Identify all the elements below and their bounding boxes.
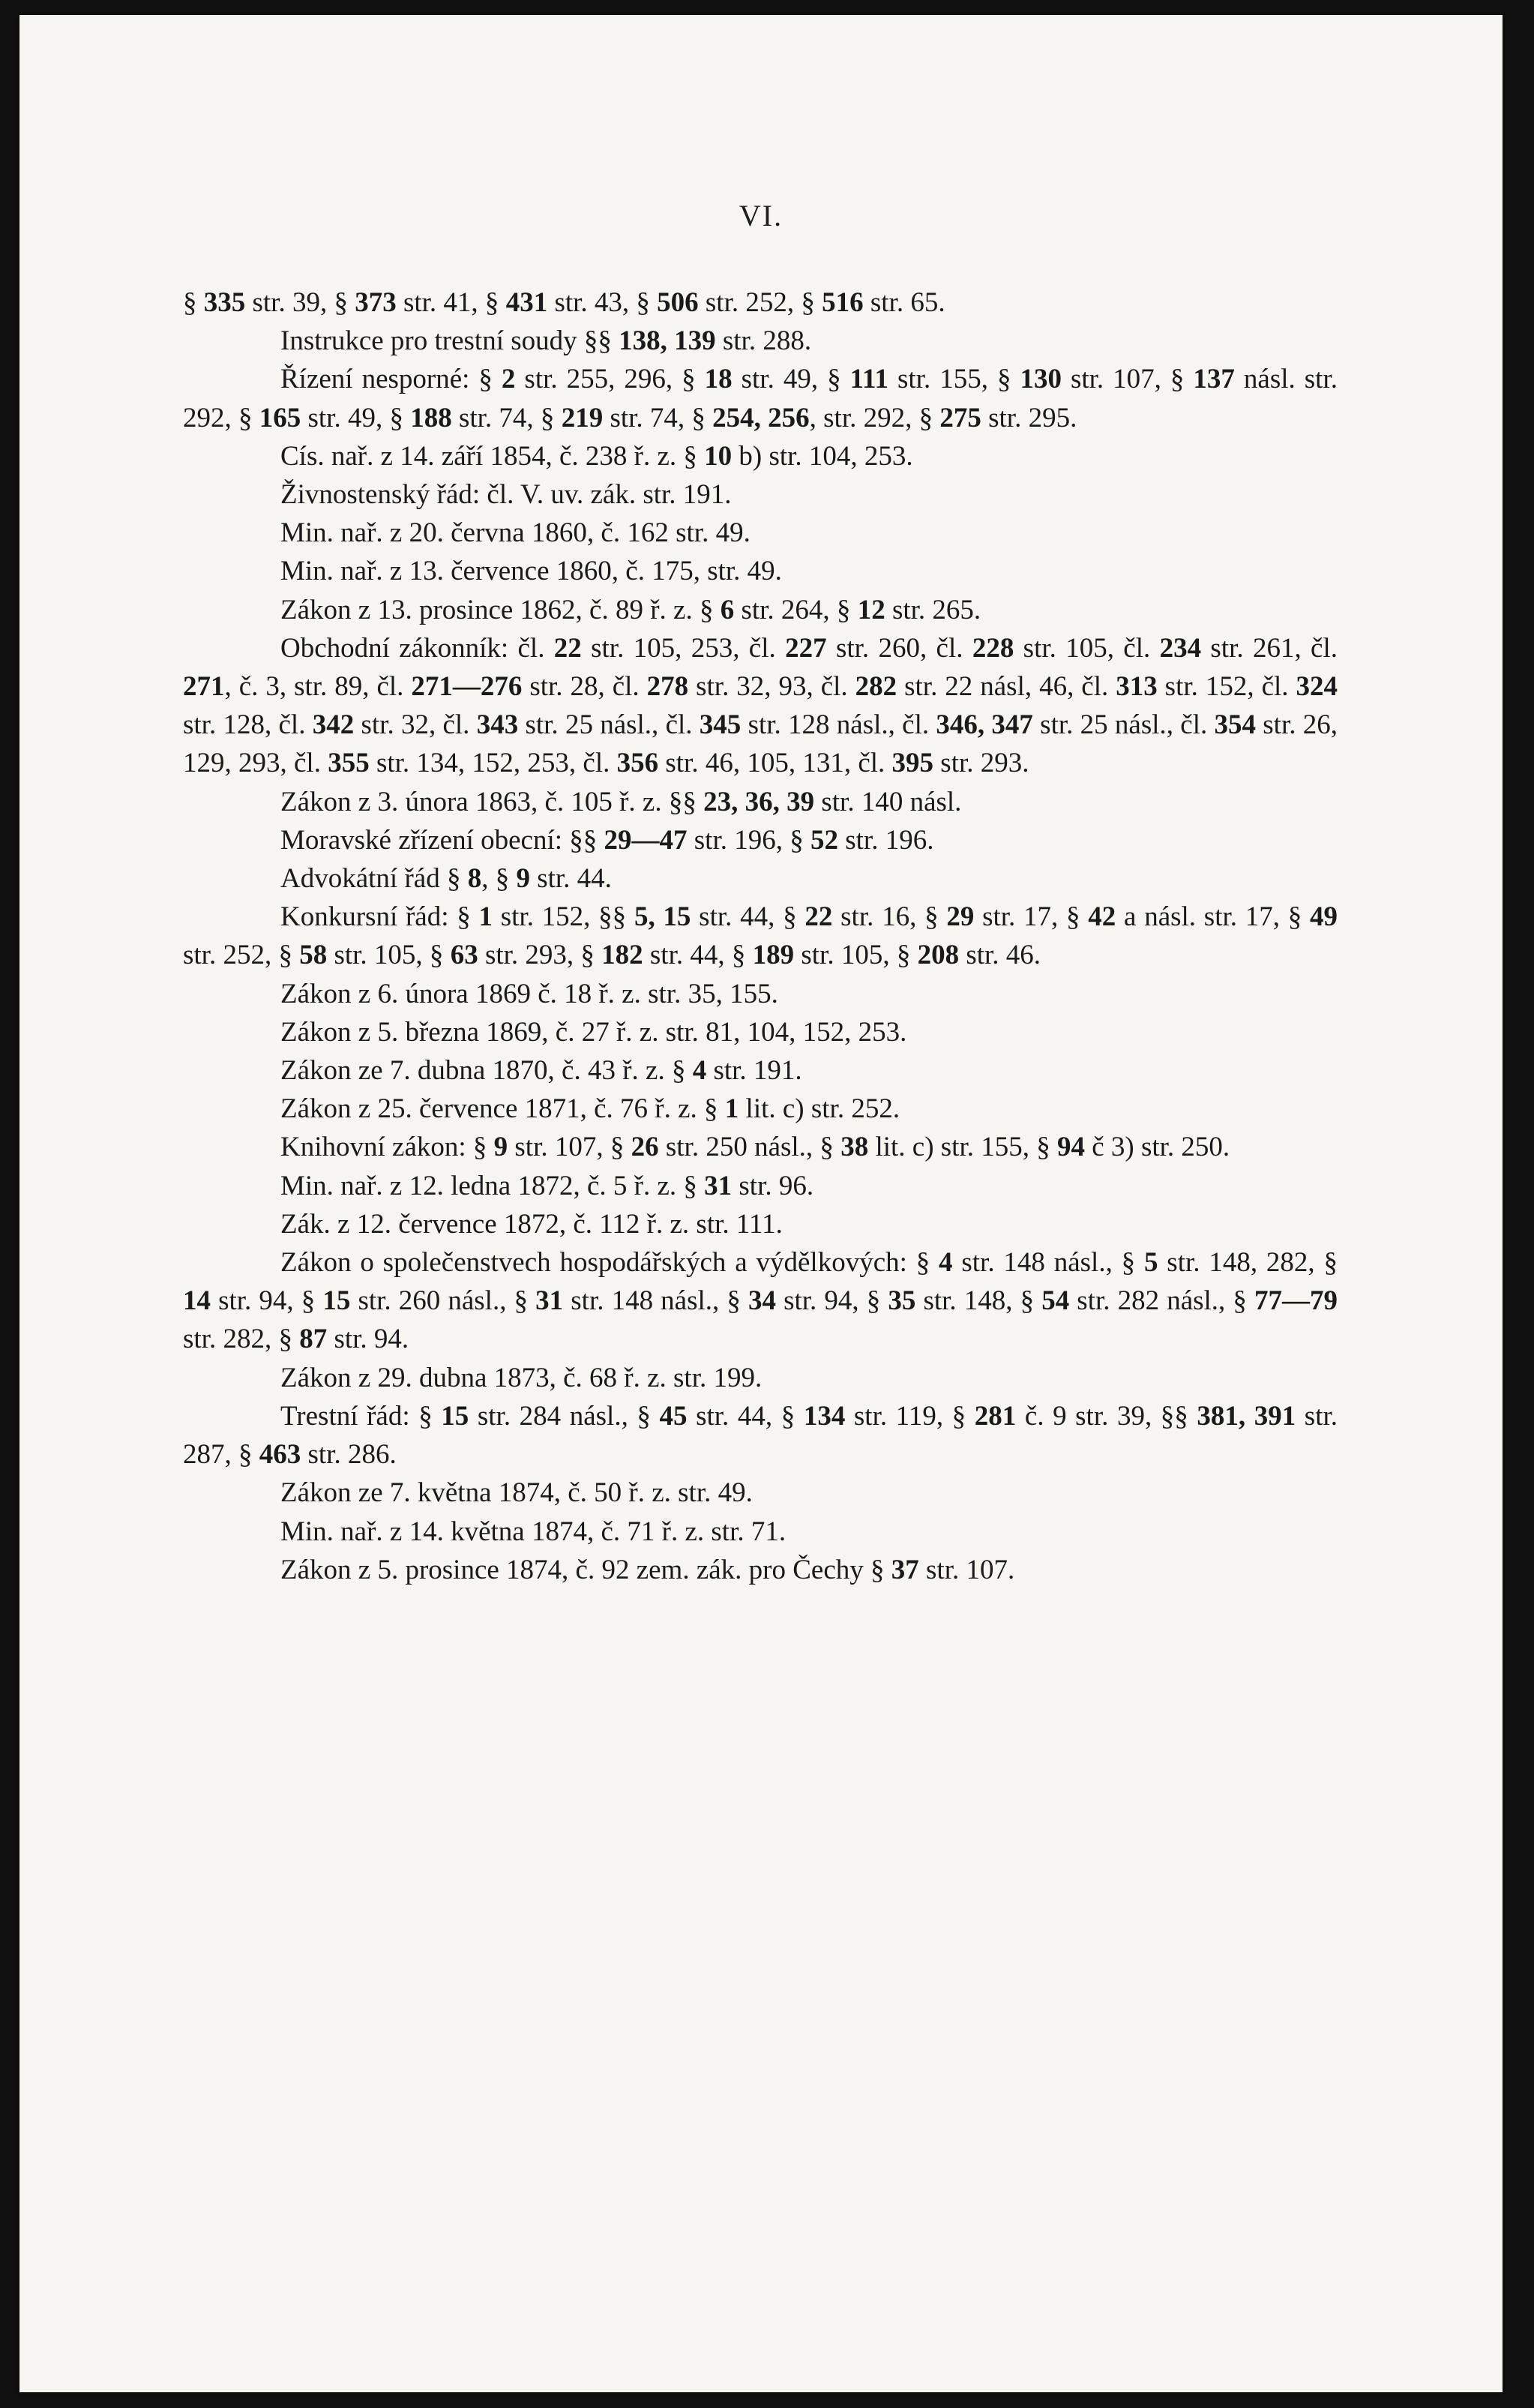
index-entry: Zákon ze 7. dubna 1870, č. 43 ř. z. § 4 str. 191.: [280, 1055, 802, 1087]
page-number: VI.: [739, 199, 783, 232]
index-entry: Zákon z 3. února 1863, č. 105 ř. z. §§ 23, 36, 39 str. 140 násl.: [280, 786, 962, 817]
index-entry: Obchodní zákonník: čl. 22 str. 105, 253, čl. 227 str. 260, čl. 228 str. 105, čl. 234 str. 261, čl. 271, č. 3, str. 89, čl. 271—276 str. 28, čl. 278 str. 32, 93, čl. 282 str. 22 násl, 46, čl. 313 str. 152, čl. 324 str. 128, čl. 342 str. 32, čl. 343 str. 25 násl., čl. 345 str. 128 násl., čl. 346, 347 str. 25 násl., čl. 354 str. 26, 129, 293, čl. 355 str. 134, 152, 253, čl. 356 str. 46, 105, 131, čl. 395 str. 293.: [183, 632, 1338, 779]
index-text: [183, 283, 1338, 1589]
index-entry: Živnostenský řád: čl. V. uv. zák. str. 191.: [280, 479, 732, 511]
index-entry: Cís. nař. z 14. září 1854, č. 238 ř. z. § 10 b) str. 104, 253.: [280, 440, 913, 472]
index-entry: Min. nař. z 14. května 1874, č. 71 ř. z. str. 71.: [280, 1516, 786, 1547]
index-entry: Advokátní řád § 8, § 9 str. 44.: [280, 863, 612, 895]
index-entry: Min. nař. z 13. července 1860, č. 175, str. 49.: [280, 556, 782, 587]
book-page: [19, 15, 1503, 2392]
index-entry: Trestní řád: § 15 str. 284 násl., § 45 str. 44, § 134 str. 119, § 281 č. 9 str. 39, §§ 381, 391 str. 287, § 463 str. 286.: [183, 1400, 1338, 1471]
index-entry: Zákon z 25. července 1871, č. 76 ř. z. § 1 lit. c) str. 252.: [280, 1093, 900, 1125]
index-entry: Zákon z 13. prosince 1862, č. 89 ř. z. § 6 str. 264, § 12 str. 265.: [280, 594, 981, 625]
index-entry: Zákon ze 7. května 1874, č. 50 ř. z. str. 49.: [280, 1477, 753, 1509]
index-entry: Instrukce pro trestní soudy §§ 138, 139 str. 288.: [280, 325, 812, 357]
index-entry: Knihovní zákon: § 9 str. 107, § 26 str. 250 násl., § 38 lit. c) str. 155, § 94 č 3) str. 250.: [280, 1132, 1230, 1163]
index-entry: Zák. z 12. července 1872, č. 112 ř. z. str. 111.: [280, 1208, 783, 1240]
index-entry: Zákon o společenstvech hospodářských a výdělkových: § 4 str. 148 násl., § 5 str. 148, 282, § 14 str. 94, § 15 str. 260 násl., § 31 str. 148 násl., § 34 str. 94, § 35 str. 148, § 54 str. 282 násl., § 77—79 str. 282, § 87 str. 94.: [183, 1247, 1338, 1355]
index-entry: § 335 str. 39, § 373 str. 41, § 431 str. 43, § 506 str. 252, § 516 str. 65.: [183, 287, 945, 318]
index-entry: Min. nař. z 12. ledna 1872, č. 5 ř. z. § 31 str. 96.: [280, 1170, 814, 1201]
index-entry: Zákon z 5. března 1869, č. 27 ř. z. str. 81, 104, 152, 253.: [280, 1016, 907, 1048]
index-entry: Zákon z 5. prosince 1874, č. 92 zem. zák. pro Čechy § 37 str. 107.: [280, 1554, 1015, 1585]
index-entry: Konkursní řád: § 1 str. 152, §§ 5, 15 str. 44, § 22 str. 16, § 29 str. 17, § 42 a násl. str. 17, § 49 str. 252, § 58 str. 105, § 63 str. 293, § 182 str. 44, § 189 str. 105, § 208 str. 46.: [183, 901, 1338, 971]
index-entry: Min. nař. z 20. června 1860, č. 162 str. 49.: [280, 517, 751, 549]
index-entry: Zákon z 29. dubna 1873, č. 68 ř. z. str. 199.: [280, 1362, 763, 1393]
index-entry: Zákon z 6. února 1869 č. 18 ř. z. str. 35, 155.: [280, 978, 778, 1009]
index-entry: Řízení nesporné: § 2 str. 255, 296, § 18 str. 49, § 111 str. 155, § 130 str. 107, § 137 násl. str. 292, § 165 str. 49, § 188 str. 74, § 219 str. 74, § 254, 256, str. 292, § 275 str. 295.: [183, 364, 1338, 433]
index-entry: Moravské zřízení obecní: §§ 29—47 str. 196, § 52 str. 196.: [280, 824, 934, 856]
